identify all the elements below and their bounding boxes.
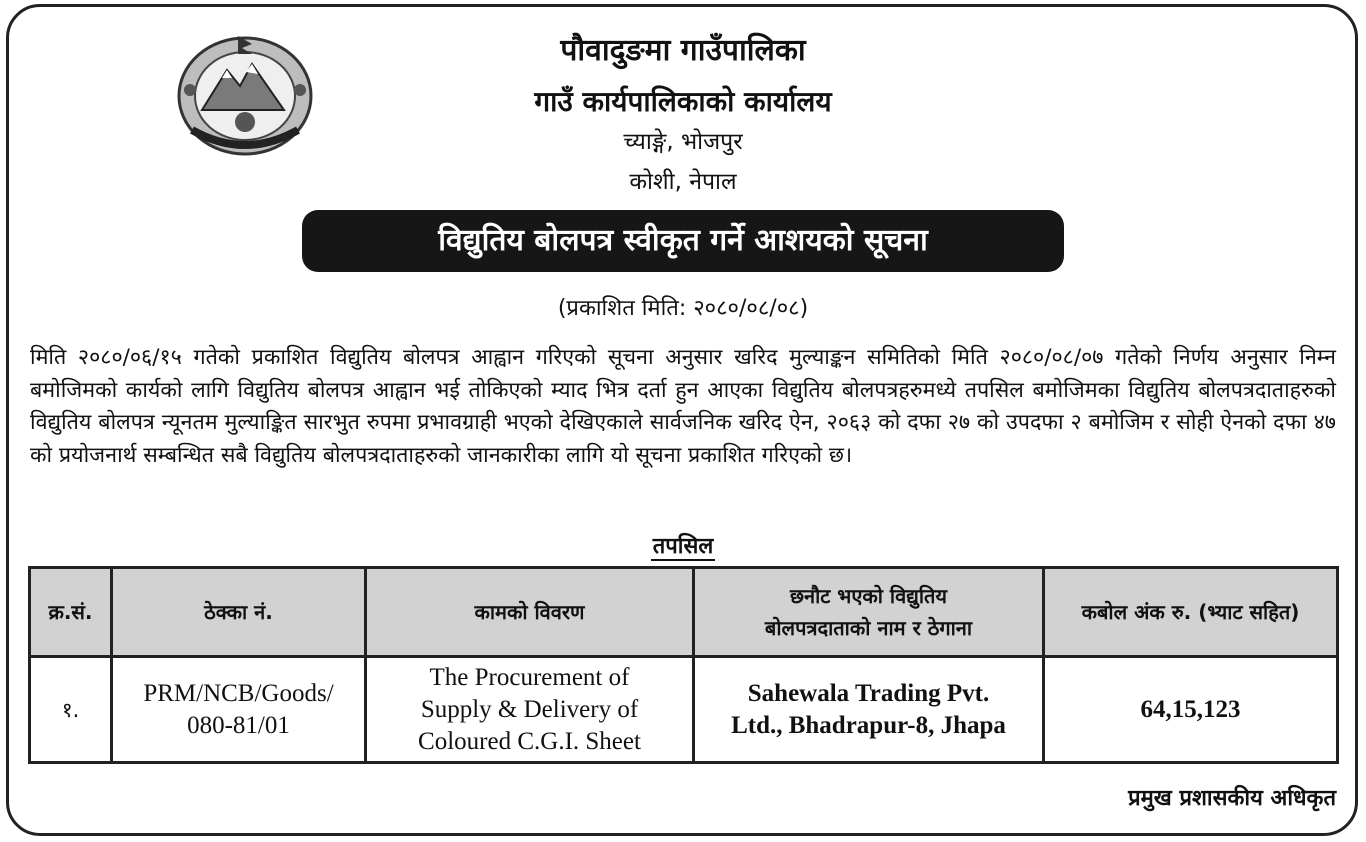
publication-date: (प्रकाशित मिति: २०८०/०८/०८)	[557, 296, 809, 321]
office-province: कोशी, नेपाल	[629, 169, 737, 195]
cell-work-line3: Coloured C.G.I. Sheet	[418, 727, 641, 755]
cell-serial: १.	[30, 657, 112, 763]
col-header-serial: क्र.सं.	[30, 568, 112, 657]
notice-title: विद्युतिय बोलपत्र स्वीकृत गर्ने आशयको सूचना	[302, 210, 1064, 272]
table-row	[30, 657, 1338, 763]
cell-bidder	[694, 657, 1044, 763]
municipality-name: पौवादुङमा गाउँपालिका	[560, 33, 806, 68]
col-header-work: कामको विवरण	[366, 568, 694, 657]
office-location: च्याङ्गे, भोजपुर	[623, 129, 743, 155]
cell-contract-no-line1: PRM/NCB/Goods/	[143, 679, 334, 707]
cell-bidder-line2: Ltd., Bhadrapur-8, Jhapa	[731, 711, 1006, 739]
cell-bidder-line1: Sahewala Trading Pvt.	[747, 679, 990, 707]
notice-body: मिति २०८०/०६/१५ गतेको प्रकाशित विद्युतिय बोलपत्र आह्वान गरिएको सूचना अनुसार खरिद मुल्याङ्कन समितिको मिति २०८०/०८/०७ गतेको निर्णय अनुसार निम्न बमोजिमको कार्यको लागि विद्युतिय बोलपत्र आह्वान भई तोकिएको म्याद भित्र दर्ता हुन आएका विद्युतिय बोलपत्रहरुमध्ये तपसिल बमोजिमका विद्युतिय बोलपत्रदाताहरुको विद्युतिय बोलपत्र न्यूनतम मुल्याङ्कित सारभुत रुपमा प्रभावग्राही भएको देखिएकाले सार्वजनिक खरिद ऐन, २०६३ को दफा २७ को उपदफा २ बमोजिम र सोही ऐनको दफा ४७ को प्रयोजनार्थ सम्बन्धित सबै विद्युतिय बोलपत्रदाताहरुको जानकारीका लागि यो सूचना प्रकाशित गरिएको छ।	[30, 345, 1336, 468]
cell-amount: 64,15,123	[1044, 657, 1338, 763]
signatory-title: प्रमुख प्रशासकीय अधिकृत	[1128, 786, 1336, 811]
cell-contract-no-line2: 080-81/01	[187, 711, 290, 739]
office-name: गाउँ कार्यपालिकाको कार्यालय	[534, 85, 832, 118]
col-header-bidder-line2: बोलपत्रदाताको नाम र ठेगाना	[764, 616, 973, 640]
award-table	[28, 566, 1339, 764]
cell-work-line1: The Procurement of	[429, 663, 630, 691]
col-header-amount: कबोल अंक रु. (भ्याट सहित)	[1044, 568, 1338, 657]
col-header-bidder	[694, 568, 1044, 657]
cell-work	[366, 657, 694, 763]
schedule-heading	[0, 530, 1366, 560]
cell-work-line2: Supply & Delivery of	[420, 695, 639, 723]
schedule-heading-label: तपसिल	[652, 534, 714, 559]
table-header-row	[30, 568, 1338, 657]
col-header-contract-no: ठेक्का नं.	[112, 568, 366, 657]
cell-contract-no	[112, 657, 366, 763]
col-header-bidder-line1: छनौट भएको विद्युतिय	[789, 584, 948, 608]
